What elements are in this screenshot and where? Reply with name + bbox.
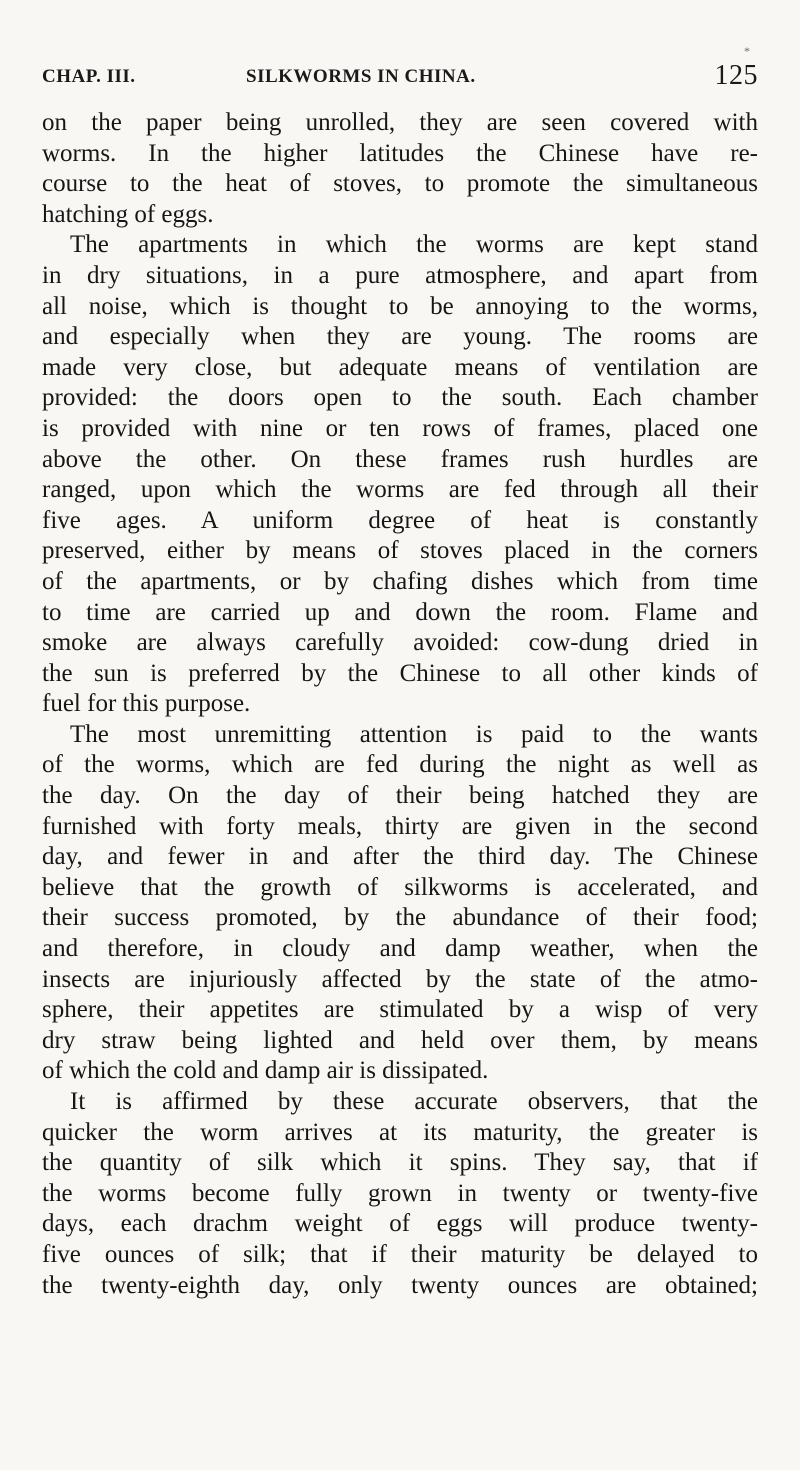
text-line: the quantity of silk which it spins. They say, that if	[42, 1149, 758, 1177]
text-line: the sun is preferred by the Chinese to all other kinds of	[42, 659, 758, 687]
text-line: worms. In the higher latitudes the Chinese have re-	[42, 139, 758, 167]
text-line: dry straw being lighted and held over them, by means	[42, 1026, 758, 1054]
text-line: above the other. On these frames rush hurdles are	[42, 445, 758, 473]
text-line: provided: the doors open to the south. Each chamber	[42, 384, 758, 412]
text-line: to time are carried up and down the room. Flame and	[42, 598, 758, 626]
text-line: quicker the worm arrives at its maturity, the greater is	[42, 1118, 758, 1146]
text-line: sphere, their appetites are stimulated by a wisp of very	[42, 996, 758, 1024]
text-line: hatching of eggs.	[42, 200, 214, 228]
running-header	[42, 44, 758, 102]
text-line: in dry situations, in a pure atmosphere, and apart from	[42, 261, 758, 289]
text-line: five ounces of silk; that if their maturity be delayed to	[42, 1240, 758, 1268]
text-line: fuel for this purpose.	[42, 690, 251, 718]
text-line: their success promoted, by the abundance of their food;	[42, 904, 758, 932]
text-line: the worms become fully grown in twenty or twenty-five	[42, 1179, 758, 1207]
page-number: 125	[714, 60, 758, 91]
text-line: insects are injuriously affected by the state of the atmo-	[42, 965, 758, 993]
text-line: of the apartments, or by chafing dishes which from time	[42, 567, 758, 595]
text-line: believe that the growth of silkworms is accelerated, and	[42, 873, 758, 901]
text-line: the twenty-eighth day, only twenty ounces are obtained;	[42, 1271, 758, 1299]
text-line: ranged, upon which the worms are fed through all their	[42, 476, 758, 504]
text-line: and especially when they are young. The rooms are	[42, 323, 758, 351]
text-line: The apartments in which the worms are kept stand	[70, 231, 758, 259]
text-line: all noise, which is thought to be annoying to the worms,	[42, 292, 758, 320]
text-line: made very close, but adequate means of ventilation are	[42, 353, 758, 381]
text-line: five ages. A uniform degree of heat is constantly	[42, 506, 758, 534]
chapter-label: CHAP. III.	[42, 66, 136, 87]
text-line: the day. On the day of their being hatched they are	[42, 782, 758, 810]
text-line: course to the heat of stoves, to promote the simultaneous	[42, 170, 758, 198]
text-line: The most unremitting attention is paid to the wants	[70, 720, 758, 748]
running-title: SILKWORMS IN CHINA.	[246, 66, 476, 87]
text-line: days, each drachm weight of eggs will produce twenty-	[42, 1210, 758, 1238]
text-line: and therefore, in cloudy and damp weather, when the	[42, 935, 758, 963]
text-line: on the paper being unrolled, they are seen covered with	[42, 109, 758, 136]
text-line: It is affirmed by these accurate observers, that the	[70, 1088, 758, 1115]
text-line: smoke are always carefully avoided: cow-dung dried in	[42, 629, 758, 657]
text-line: day, and fewer in and after the third day. The Chinese	[42, 843, 758, 871]
text-line: of the worms, which are fed during the night as well as	[42, 751, 758, 779]
text-line: of which the cold and damp air is dissipated.	[42, 1057, 489, 1085]
body-text	[42, 108, 758, 1301]
text-line: preserved, either by means of stoves placed in the corners	[42, 537, 758, 565]
printer-mark: *	[744, 44, 750, 58]
text-line: is provided with nine or ten rows of frames, placed one	[42, 414, 758, 442]
text-line: furnished with forty meals, thirty are given in the second	[42, 812, 758, 840]
